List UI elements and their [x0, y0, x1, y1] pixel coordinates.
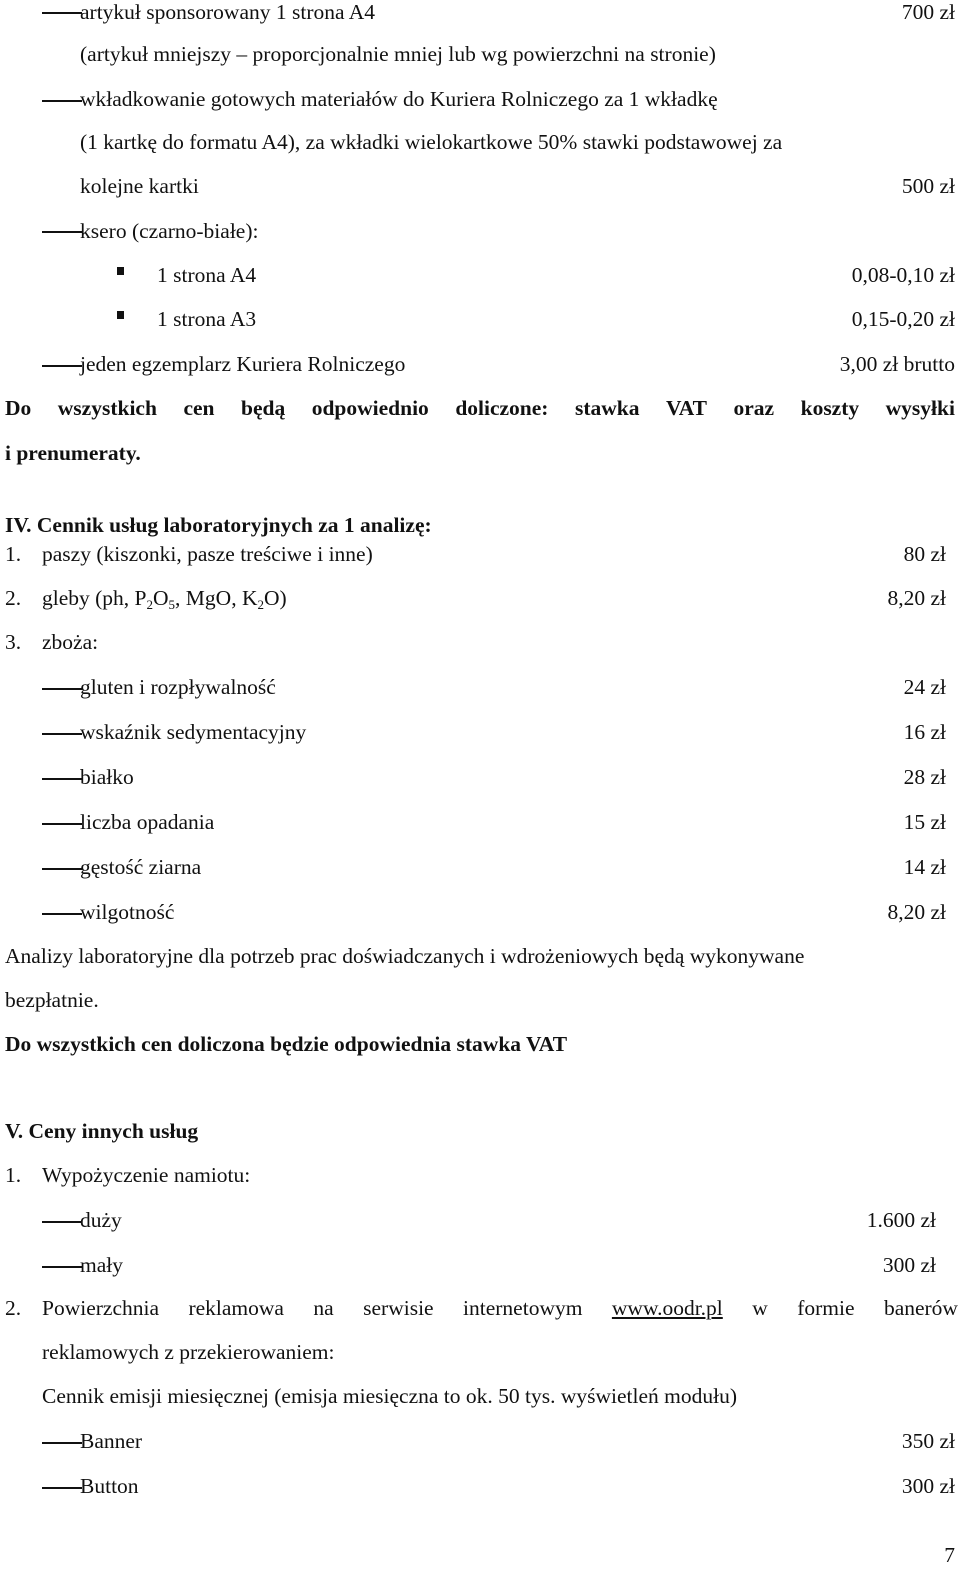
dash-bullet: [42, 868, 82, 870]
dash-bullet: [42, 913, 82, 915]
grain-item-price: 8,20 zł: [887, 900, 946, 924]
dash-bullet: [42, 823, 82, 825]
vat-note-word: odpowiednio: [311, 396, 429, 420]
inserts-line-1: wkładkowanie gotowych materiałów do Kuriera Rolniczego za 1 wkładkę: [80, 87, 718, 111]
ad-label: Button: [80, 1474, 139, 1498]
inserts-line-2: (1 kartkę do formatu A4), za wkładki wielokartkowe 50% stawki podstawowej za: [80, 130, 783, 154]
vat-note-word: oraz: [733, 396, 775, 420]
ad-space-word: formie: [797, 1296, 855, 1320]
ad-price: 350 zł: [901, 1429, 955, 1453]
tent-label: mały: [80, 1253, 123, 1277]
dash-bullet: [42, 778, 82, 780]
ad-space-word: Powierzchnia: [42, 1296, 160, 1320]
ad-space-word: na: [313, 1296, 334, 1320]
vat-note-word: koszty: [800, 396, 860, 420]
grain-item-price: 24 zł: [903, 675, 946, 699]
dash-bullet: [42, 1221, 82, 1223]
vat-note-line-1: [5, 398, 955, 420]
tent-rental-label: Wypożyczenie namiotu:: [42, 1163, 251, 1187]
grain-item-label: gęstość ziarna: [80, 855, 202, 879]
tent-label: duży: [80, 1208, 122, 1232]
dash-bullet: [42, 733, 82, 735]
grain-item-label: wilgotność: [80, 900, 175, 924]
item-number: 2.: [5, 586, 22, 610]
vat-note-word: VAT: [665, 396, 708, 420]
copy-price: 3,00 zł brutto: [839, 352, 955, 376]
section-5-heading: V. Ceny innych usług: [5, 1119, 199, 1143]
inserts-price: 500 zł: [901, 174, 955, 198]
ad-space-word: serwisie: [363, 1296, 434, 1320]
vat-note-word: Do: [5, 396, 32, 420]
item-number: 1.: [5, 1163, 22, 1187]
ad-space-line-3: Cennik emisji miesięcznej (emisja miesięczna to ok. 50 tys. wyświetleń modułu): [42, 1384, 738, 1408]
page-number: 7: [944, 1543, 955, 1567]
grain-item-price: 16 zł: [903, 720, 946, 744]
vat-note-word: stawka: [574, 396, 640, 420]
grain-label: zboża:: [42, 630, 99, 654]
feed-price: 80 zł: [903, 542, 946, 566]
sponsored-note: (artykuł mniejszy – proporcjonalnie mniej lub wg powierzchni na stronie): [80, 42, 716, 66]
square-bullet: [117, 311, 124, 319]
tent-price: 300 zł: [882, 1253, 936, 1277]
grain-item-price: 28 zł: [903, 765, 946, 789]
soil-price: 8,20 zł: [887, 586, 946, 610]
ad-space-line-1: [42, 1298, 958, 1320]
xero-a3-price: 0,15-0,20 zł: [851, 307, 955, 331]
grain-item-label: białko: [80, 765, 134, 789]
copy-label: jeden egzemplarz Kuriera Rolniczego: [80, 352, 406, 376]
feed-label: paszy (kiszonki, pasze treściwe i inne): [42, 542, 373, 566]
xero-a4-price: 0,08-0,10 zł: [851, 263, 955, 287]
dash-bullet: [42, 688, 82, 690]
grain-item-label: wskaźnik sedymentacyjny: [80, 720, 307, 744]
soil-label: gleby (ph, $P_2O_5$, MgO, $K_2O$): [42, 586, 287, 612]
grain-item-label: gluten i rozpływalność: [80, 675, 276, 699]
square-bullet: [117, 267, 124, 275]
dash-bullet: [42, 12, 82, 14]
sponsored-label: artykuł sponsorowany 1 strona A4: [80, 0, 375, 24]
dash-bullet: [42, 365, 82, 367]
item-number: 3.: [5, 630, 22, 654]
item-number: 2.: [5, 1296, 22, 1320]
ad-space-word: internetowym: [463, 1296, 583, 1320]
xero-a4-label: 1 strona A4: [157, 263, 257, 287]
sponsored-price: 700 zł: [901, 0, 955, 24]
ad-price: 300 zł: [901, 1474, 955, 1498]
dash-bullet: [42, 1487, 82, 1489]
vat-note-word: wysyłki: [885, 396, 955, 420]
website-link[interactable]: www.oodr.pl: [611, 1296, 723, 1320]
vat-note-word: wszystkich: [57, 396, 157, 420]
lab-note-line-1: Analizy laboratoryjne dla potrzeb prac doświadczanych i wdrożeniowych będą wykonywane: [5, 944, 805, 968]
dash-bullet: [42, 1442, 82, 1444]
vat-note-word: doliczone:: [455, 396, 549, 420]
section-4-heading: IV. Cennik usług laboratoryjnych za 1 analizę:: [5, 513, 432, 537]
ad-space-word: w: [752, 1296, 768, 1320]
ad-label: Banner: [80, 1429, 143, 1453]
lab-vat-note: Do wszystkich cen doliczona będzie odpowiednia stawka VAT: [5, 1032, 568, 1056]
dash-bullet: [42, 1266, 82, 1268]
vat-note-word: będą: [240, 396, 286, 420]
grain-item-label: liczba opadania: [80, 810, 215, 834]
vat-note-line-2: i prenumeraty.: [5, 441, 141, 465]
lab-note-line-2: bezpłatnie.: [5, 988, 99, 1012]
grain-item-price: 14 zł: [903, 855, 946, 879]
ad-space-word: reklamowa: [188, 1296, 284, 1320]
grain-item-price: 15 zł: [903, 810, 946, 834]
inserts-line-3: kolejne kartki: [80, 174, 199, 198]
ad-space-line-2: reklamowych z przekierowaniem:: [42, 1340, 335, 1364]
dash-bullet: [42, 100, 82, 102]
tent-price: 1.600 zł: [866, 1208, 936, 1232]
dash-bullet: [42, 231, 82, 233]
xero-a3-label: 1 strona A3: [157, 307, 257, 331]
ad-space-word: banerów: [883, 1296, 958, 1320]
item-number: 1.: [5, 542, 22, 566]
xero-label: ksero (czarno-białe):: [80, 219, 259, 243]
vat-note-word: cen: [183, 396, 215, 420]
